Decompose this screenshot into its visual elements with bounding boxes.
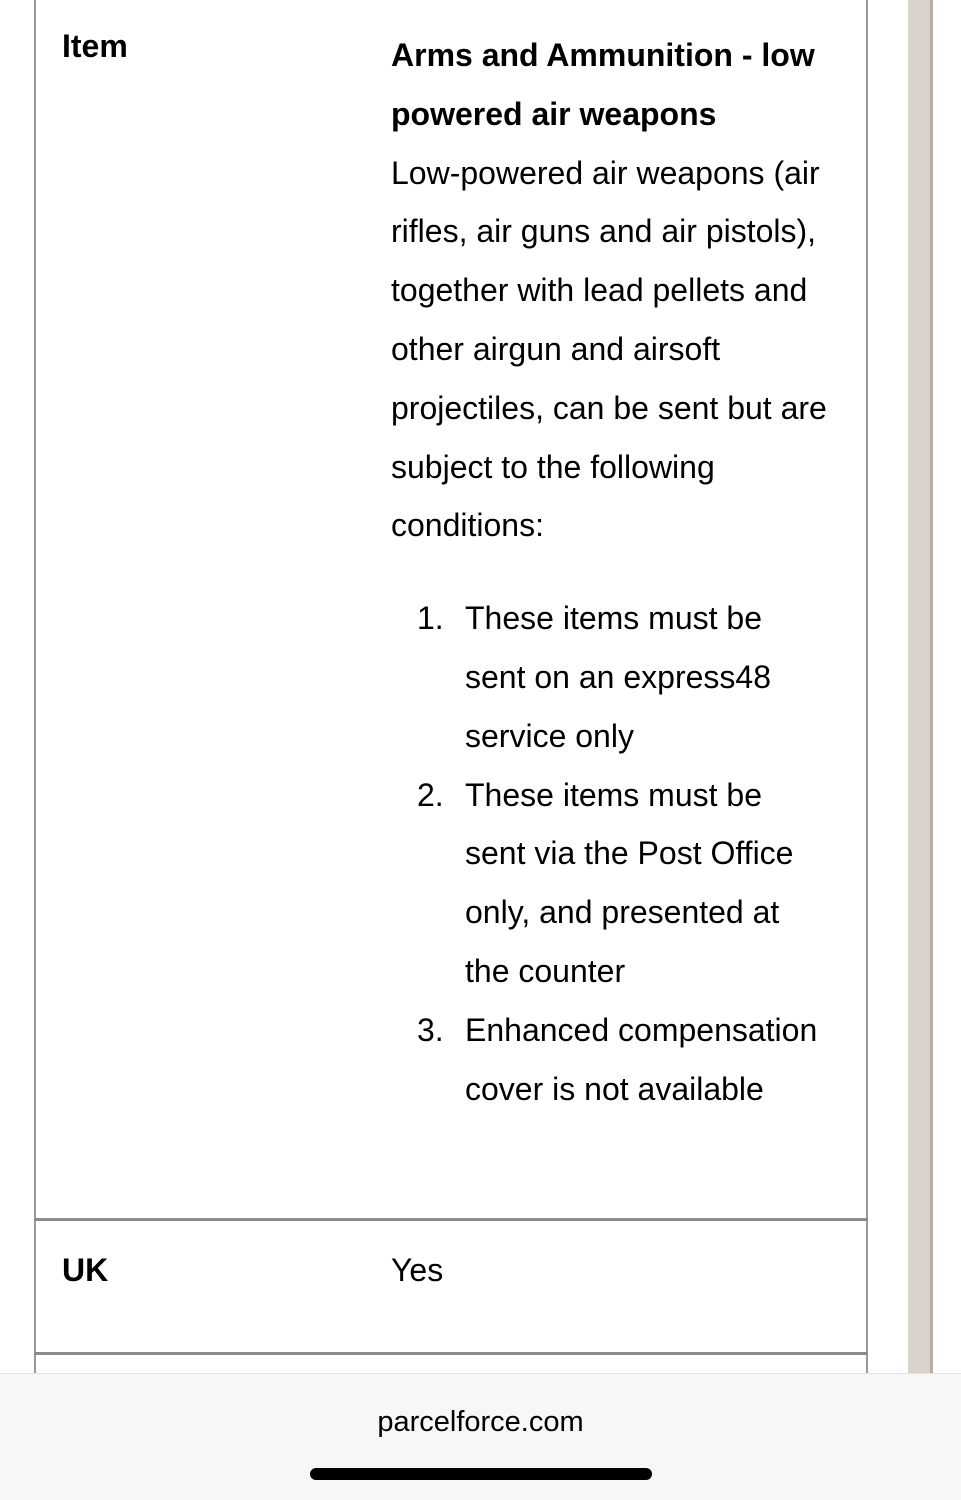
row-label-item: Item — [62, 28, 128, 64]
table-border-left — [34, 0, 36, 1373]
list-item — [417, 589, 831, 765]
list-item — [417, 1001, 831, 1119]
home-indicator[interactable] — [310, 1468, 652, 1480]
conditions-list — [391, 589, 831, 1118]
row-divider — [34, 1352, 868, 1355]
row-label-uk: UK — [62, 1252, 109, 1288]
list-item-text: These items must be sent on an express48 service only — [465, 600, 771, 754]
browser-bottom-bar — [0, 1373, 961, 1500]
uk-availability-value: Yes — [391, 1252, 444, 1288]
item-title: Arms and Ammunition - low powered air weapons — [391, 37, 815, 132]
scrollbar-edge — [930, 0, 933, 1373]
list-item-number: 1. — [417, 600, 444, 637]
item-description: Low-powered air weapons (air rifles, air guns and air pistols), together with lead pellets and other airgun and airsoft projectiles, can be sent but are subject to the following conditions: — [391, 154, 827, 544]
item-content-cell — [391, 26, 831, 1118]
list-item-number: 3. — [417, 1011, 444, 1048]
list-item — [417, 766, 831, 1001]
scrollbar-track[interactable] — [908, 0, 932, 1373]
list-item-text: These items must be sent via the Post Office only, and presented at the counter — [465, 776, 794, 989]
list-item-text: Enhanced compensation cover is not available — [465, 1011, 818, 1107]
list-item-number: 2. — [417, 776, 444, 813]
row-divider — [34, 1218, 868, 1221]
url-address-bar[interactable]: parcelforce.com — [377, 1406, 584, 1438]
table-border-right — [866, 0, 868, 1373]
